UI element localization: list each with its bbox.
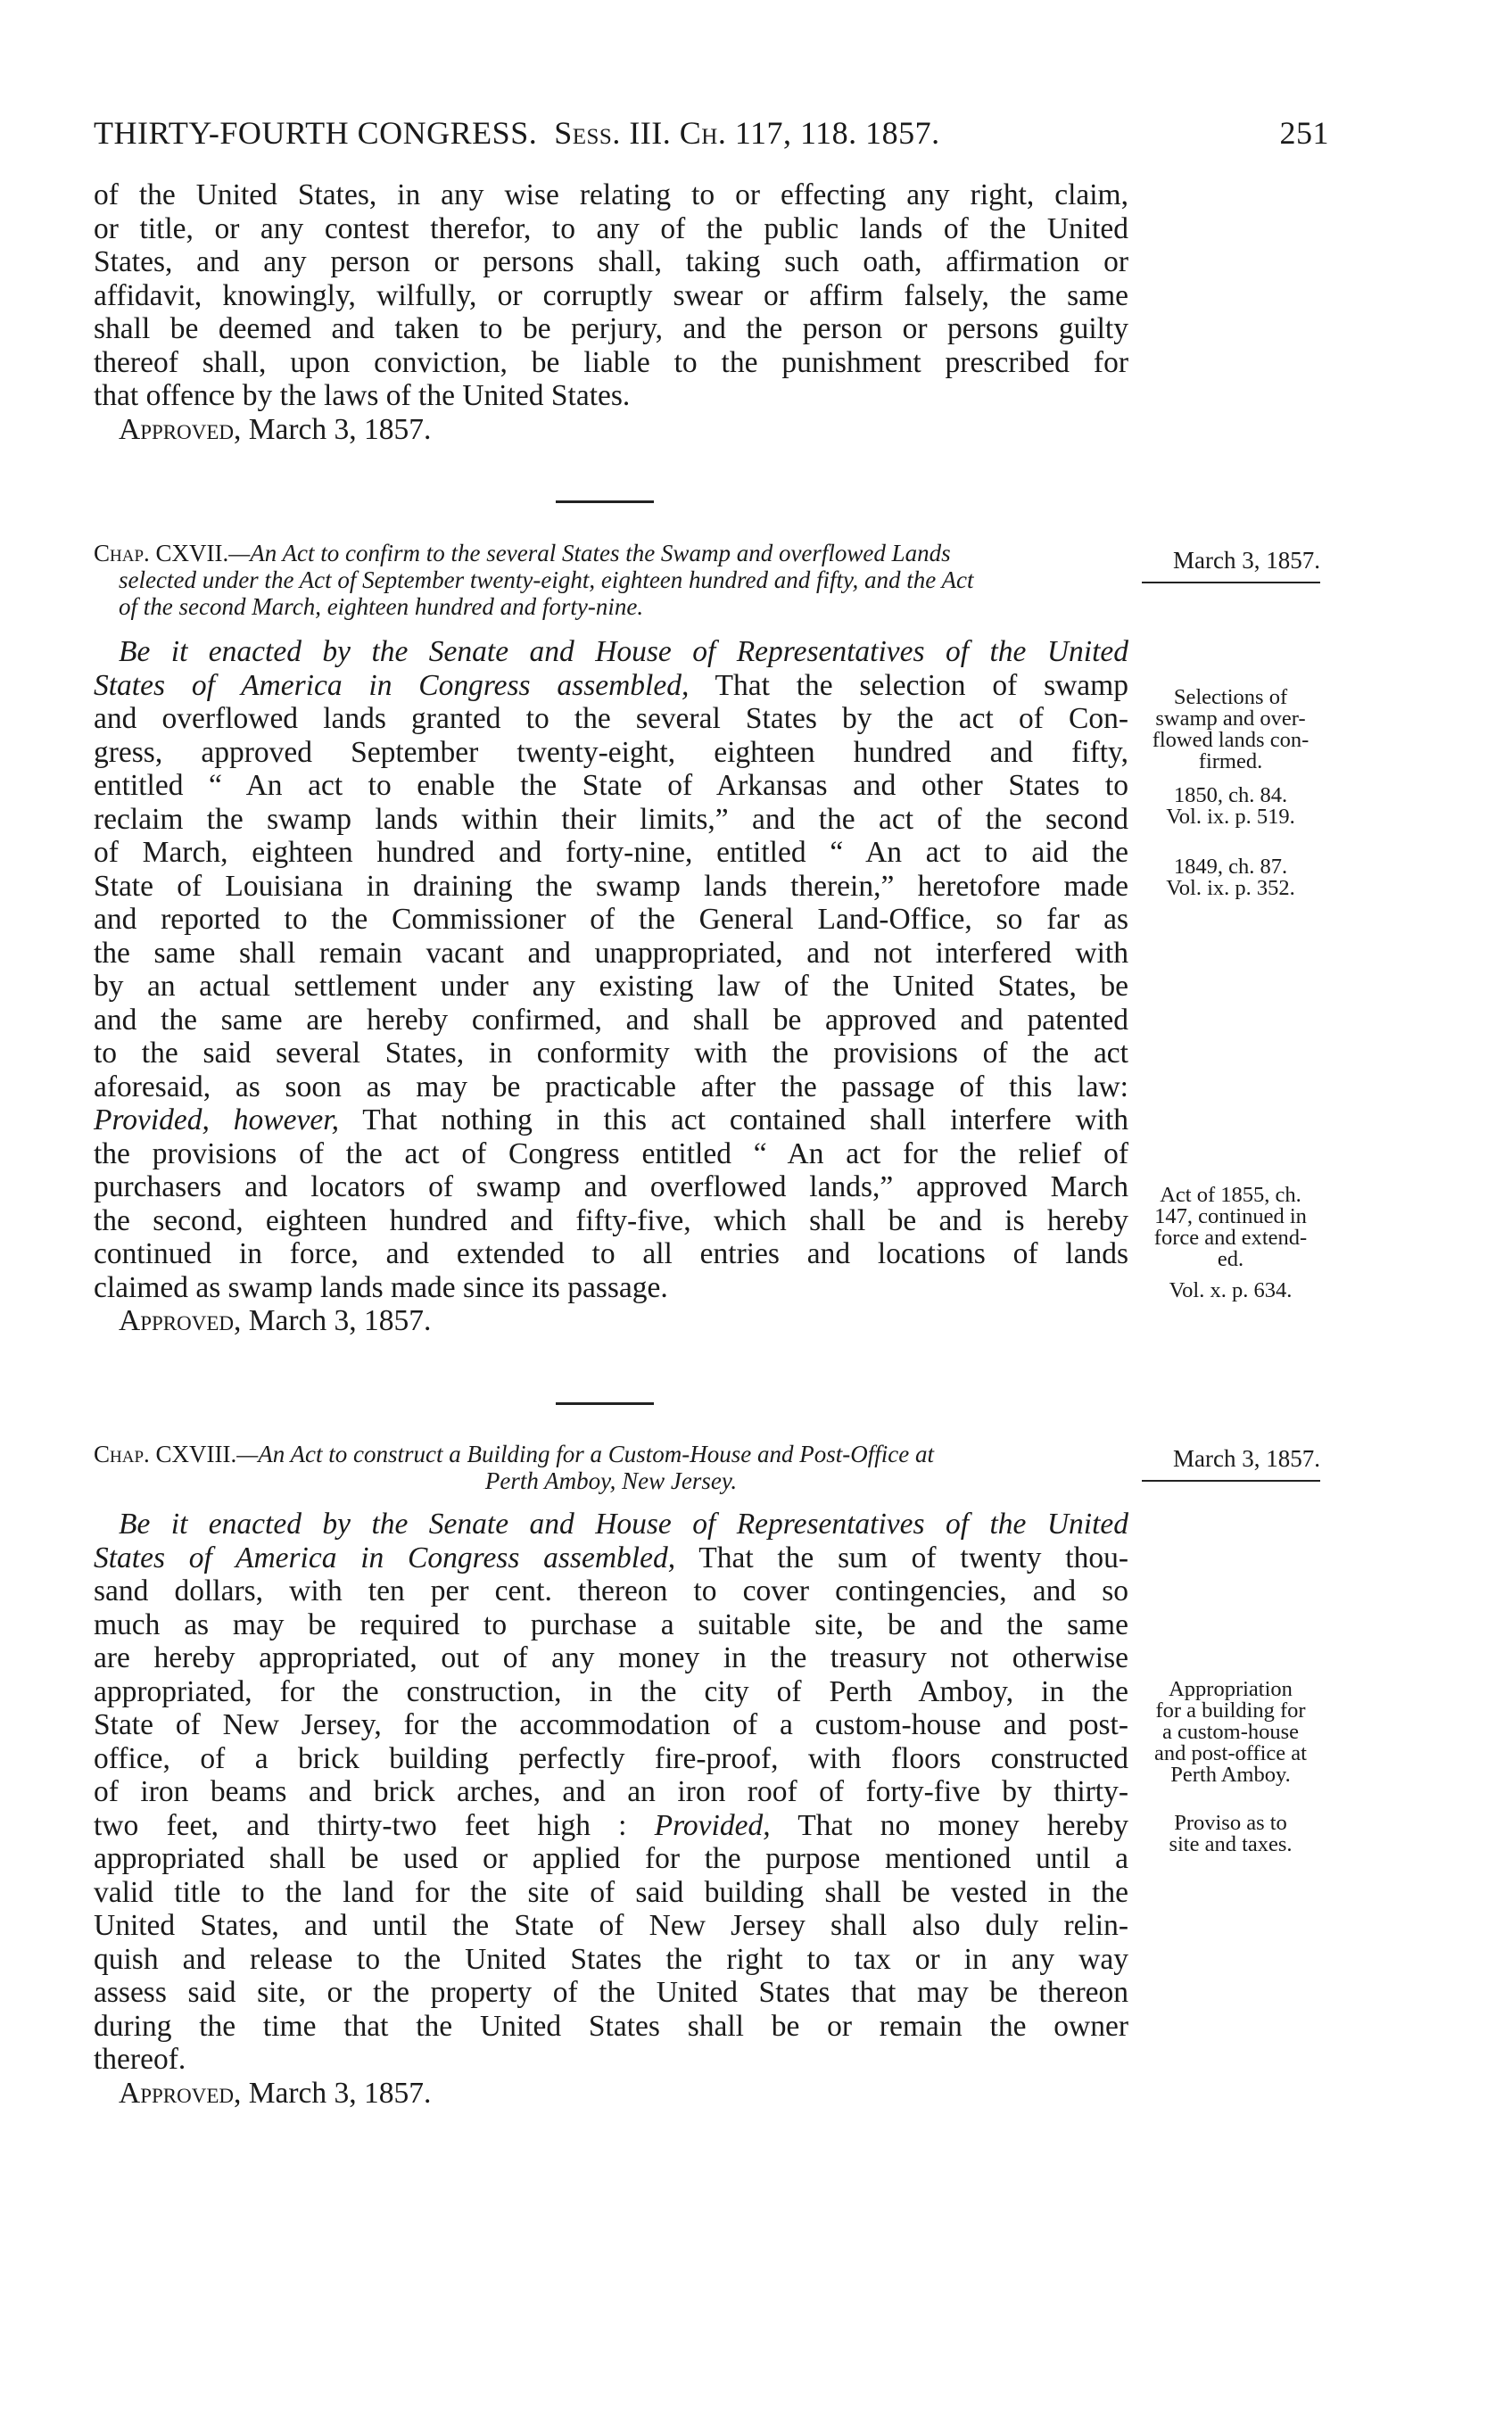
text-line: claimed as swamp lands made since its passage. [94,1270,668,1304]
text-line: sand dollars, with ten per cent. thereon to cover contingencies, and so [94,1574,1128,1607]
chapter-title-line: Perth Amboy, New Jersey. [484,1467,738,1494]
approval-line: Approved, March 3, 1857. [119,2076,432,2110]
page-number: 251 [1279,115,1329,151]
margin-note-citation-1850: 1850, ch. 84. Vol. ix. p. 519. [1166,783,1295,829]
text-line: United States, and until the State of New Jersey shall also duly relin- [94,1909,1128,1942]
proviso-line: Provided, however, That nothing in this act contained shall interfere with [94,1103,1128,1136]
text-line: and overflowed lands granted to the several States by the act of Con- [94,702,1128,735]
page-header [94,114,1329,159]
chapter-label: Chap. CXVII. [94,540,229,566]
text-line: State of New Jersey, for the accommodation of a custom-house and post- [94,1708,1128,1741]
text-line: office, of a brick building perfectly fire-proof, with floors constructed [94,1741,1128,1775]
proviso-line: two feet, and thirty-two feet high : Provided, That no money hereby [94,1808,1128,1842]
approval-line: Approved, March 3, 1857. [119,412,432,446]
continuation-paragraph [94,178,1128,413]
text-line: and reported to the Commissioner of the General Land-Office, so far as [94,903,1128,936]
text-line: during the time that the United States shall be or remain the owner [94,2009,1128,2043]
chapter-117-heading [94,540,1128,620]
text-line: are hereby appropriated, out of any money in the treasury not otherwise [94,1641,1128,1674]
text-line: thereof shall, upon conviction, be liable to the punishment prescribed for [94,345,1128,379]
text-line: quish and release to the United States the right to tax or in any way [94,1942,1128,1976]
text-line: of iron beams and brick arches, and an iron roof of forty-five by thirty- [94,1775,1128,1808]
margin-note-citation-1855: Vol. x. p. 634. [1169,1278,1293,1302]
chapter-title-line: —An Act to confirm to the several States the Swamp and overflowed Lands [228,540,951,566]
text-line: that offence by the laws of the United States. [94,379,631,412]
margin-note-appropriation: Appropriation for a building for a custom-house and post-office at Perth Amboy. [1154,1677,1307,1787]
chapter-117-body [94,635,1128,1338]
text-line: reclaim the swamp lands within their limits,” and the act of the second [94,802,1128,836]
text-line: and the same are hereby confirmed, and shall be approved and patented [94,1003,1128,1037]
text-line: by an actual settlement under any existing law of the United States, be [94,970,1128,1003]
text-line: of March, eighteen hundred and forty-nine, entitled “ An act to aid the [94,836,1128,869]
approval-line: Approved, March 3, 1857. [119,1304,432,1337]
text-line: appropriated shall be used or applied for the purpose mentioned until a [94,1842,1128,1875]
enacting-clause: Be it enacted by the Senate and House of Representatives of the United [119,1508,1128,1541]
text-line: States, and any person or persons shall, taking such oath, affirmation or [94,245,1128,278]
text-line: the second, eighteen hundred and fifty-five, which shall be and is hereby [94,1203,1128,1237]
text-line: shall be deemed and taken to be perjury, and the person or persons guilty [94,312,1128,345]
text-line: to the said several States, in conformity with the provisions of the act [94,1037,1128,1070]
text-line: entitled “ An act to enable the State of Arkansas and other States to [94,769,1128,802]
text-line: gress, approved September twenty-eight, eighteen hundred and fifty, [94,735,1128,769]
chapter-118-body [94,1508,1128,2111]
margin-note-proviso: Proviso as to site and taxes. [1169,1811,1293,1856]
chapter-title-line: selected under the Act of September twenty-eight, eighteen hundred and fifty, and the Act [119,566,974,593]
margin-note-act-1855: Act of 1855, ch. 147, continued in force and extend- ed. [1153,1183,1308,1271]
text-line: the provisions of the act of Congress entitled “ An act for the relief of [94,1136,1128,1170]
chapter-title-line: of the second March, eighteen hundred and forty-nine. [119,593,644,620]
text-line: thereof. [94,2043,186,2076]
chapter-117-date-note: March 3, 1857. [1142,547,1320,583]
text-line: assess said site, or the property of the United States that may be thereon [94,1976,1128,2009]
text-line: aforesaid, as soon as may be practicable after the passage of this law: [94,1070,1128,1103]
text-line: purchasers and locators of swamp and overflowed lands,” approved March [94,1170,1128,1203]
section-divider [556,500,654,503]
text-line: affidavit, knowingly, wilfully, or corruptly swear or affirm falsely, the same [94,278,1128,312]
enactment-paragraph [94,635,1128,1304]
text-line: the same shall remain vacant and unappropriated, and not interfered with [94,936,1128,970]
text-line: States of America in Congress assembled, That the sum of twenty thou- [94,1541,1128,1574]
margin-note-selections: Selections of swamp and over- flowed lands con- firmed. [1152,685,1310,773]
text-line: appropriated, for the construction, in the city of Perth Amboy, in the [94,1674,1128,1708]
previous-chapter-continuation [94,178,1128,447]
section-divider [556,1402,654,1405]
chapter-118-heading [94,1441,1128,1494]
enacting-clause: Be it enacted by the Senate and House of Representatives of the United [119,635,1128,668]
text-line: continued in force, and extended to all entries and locations of lands [94,1237,1128,1270]
margin-note-citation-1849: 1849, ch. 87. Vol. ix. p. 352. [1166,855,1295,900]
text-line: State of Louisiana in draining the swamp lands therein,” heretofore made [94,869,1128,903]
text-line: valid title to the land for the site of said building shall be vested in the [94,1875,1128,1909]
running-title: THIRTY-FOURTH CONGRESS. Sess. III. Ch. 117, 118. 1857. [94,115,940,151]
chapter-118-date-note: March 3, 1857. [1142,1445,1320,1482]
enactment-paragraph [94,1508,1128,2077]
text-line: or title, or any contest therefor, to any of the public lands of the United [94,211,1128,245]
text-line: States of America in Congress assembled, That the selection of swamp [94,668,1128,702]
chapter-label: Chap. CXVIII. [94,1441,237,1467]
text-line: much as may be required to purchase a suitable site, be and the same [94,1607,1128,1641]
text-line: of the United States, in any wise relating to or effecting any right, claim, [94,178,1128,211]
chapter-title-line: —An Act to construct a Building for a Custom-House and Post-Office at [236,1441,934,1467]
